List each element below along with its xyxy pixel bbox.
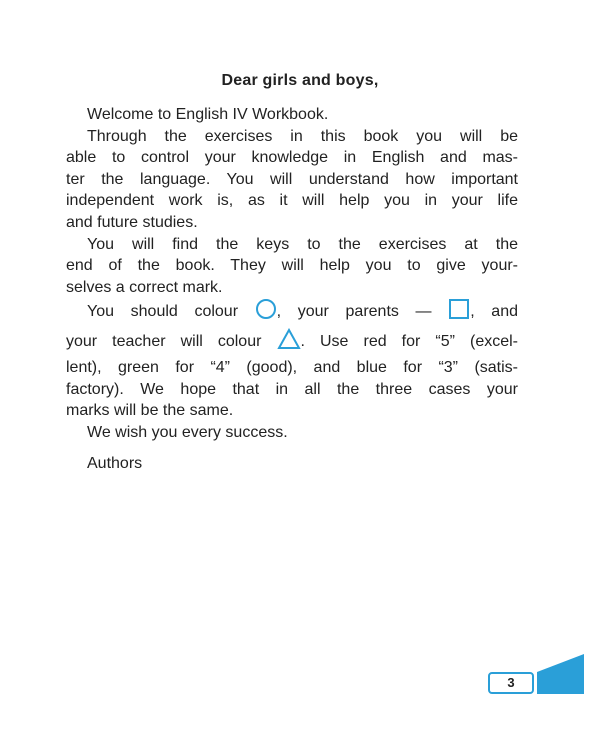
text-line: ter the language. You will understand how important (66, 170, 518, 188)
welcome-line: Welcome to English IV Workbook. (87, 106, 329, 123)
text-line: selves a correct mark. (66, 278, 223, 296)
page-heading: Dear girls and boys, (221, 72, 379, 89)
text-segment: . Use red for “5” (excel- (300, 333, 519, 351)
text-segment: , and (470, 303, 518, 321)
text-line: independent work is, as it will help you in your life (66, 192, 518, 210)
text-segment: You should colour (87, 303, 239, 321)
page-number: 3 (488, 672, 534, 694)
signature: Authors (87, 455, 143, 473)
text-line: Through the exercises in this book you will be (87, 127, 518, 145)
wish-line: We wish you every success. (87, 423, 288, 441)
text-line: marks will be the same. (66, 402, 234, 420)
text-line: lent), green for “4” (good), and blue for “3” (satis- (66, 358, 518, 376)
text-segment: your teacher will colour (66, 333, 262, 351)
text-line: and future studies. (66, 213, 198, 231)
text-line: end of the book. They will help you to give your- (66, 257, 518, 275)
text-line: You will find the keys to the exercises at the (87, 235, 518, 253)
text-line: able to control your knowledge in English and mas- (66, 149, 518, 167)
text-line: factory). We hope that in all the three cases your (66, 380, 518, 398)
text-segment: , your parents — (276, 303, 432, 321)
